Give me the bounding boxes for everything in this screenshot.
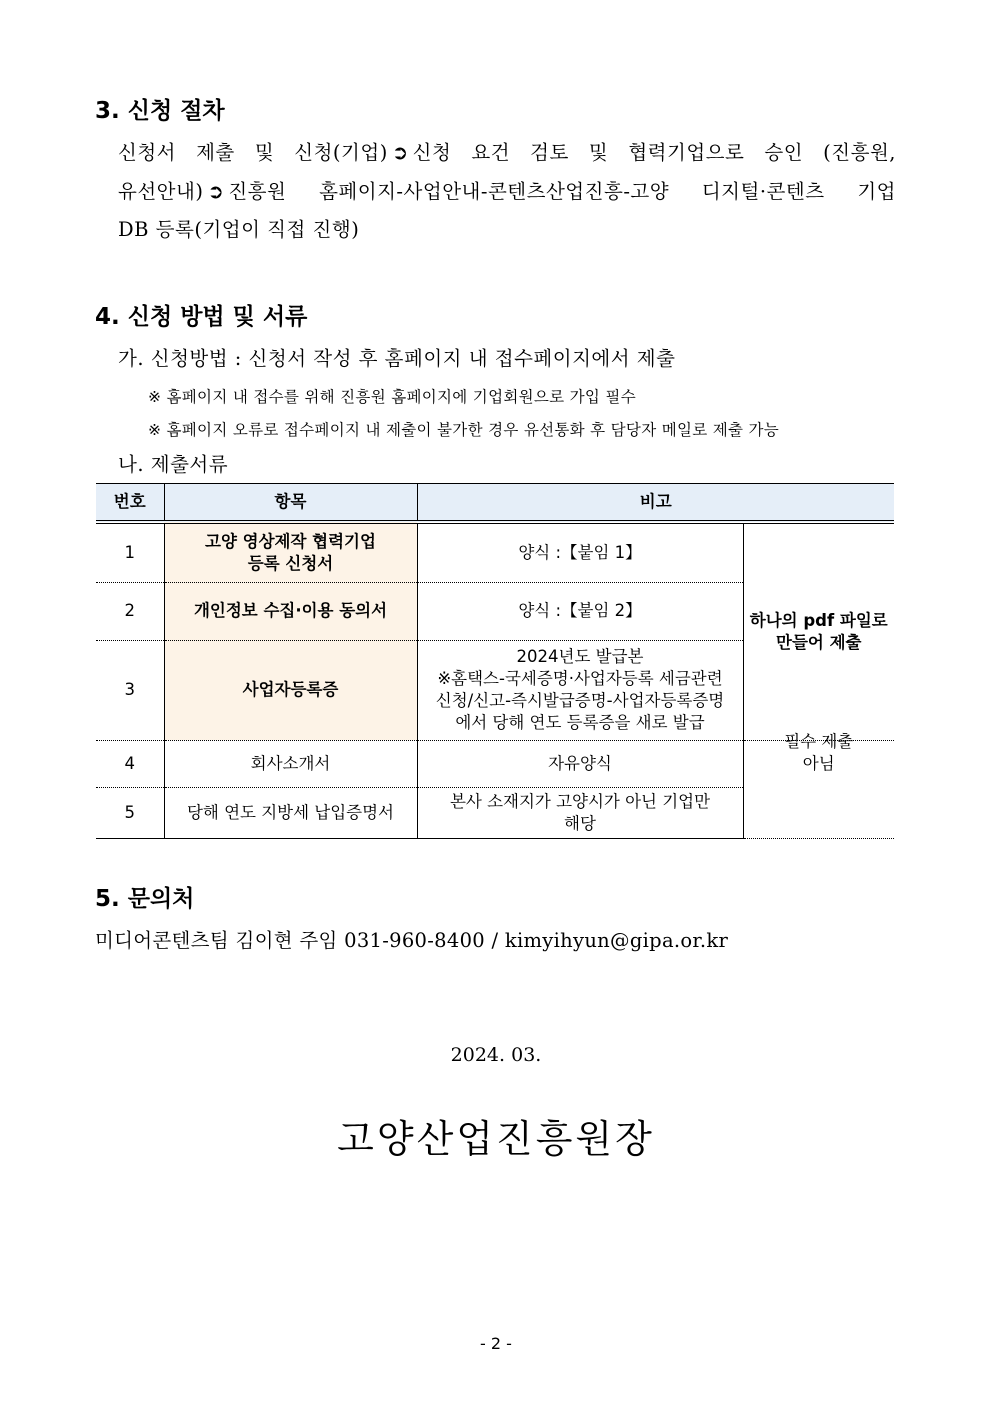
table-row: [96, 740, 894, 787]
procedure-step-notice: 유선안내): [118, 180, 204, 203]
section-4-heading: 4. 신청 방법 및 서류: [95, 304, 308, 330]
row-note-line: 해당: [564, 813, 596, 833]
row-note: [417, 640, 743, 740]
row-note: 자유양식: [417, 740, 743, 787]
row-note: 양식 :【붙임 1】: [417, 522, 743, 582]
table-row: [96, 522, 894, 582]
header-number: 번호: [96, 484, 164, 523]
row-item: 당해 연도 지방세 납입증명서: [164, 787, 417, 838]
row-item: 사업자등록증: [164, 640, 417, 740]
procedure-step-review: 신청 요건 검토 및 협력기업으로 승인 (진흥원,: [412, 141, 896, 164]
row-number: 4: [96, 740, 164, 787]
row-item: [164, 522, 417, 582]
note-email-submission: ※ 홈페이지 오류로 접수페이지 내 제출이 불가한 경우 유선통화 후 담당자 메일로 제출 가능: [148, 421, 780, 439]
optional-note-line: 필수 제출: [784, 731, 854, 751]
application-method: 가. 신청방법 : 신청서 작성 후 홈페이지 내 접수페이지에서 제출: [118, 347, 676, 370]
issuer-signature: 고양산업진흥원장: [337, 1117, 655, 1161]
procedure-line-2: [118, 176, 896, 204]
arrow-right-icon: ➲: [207, 180, 225, 203]
procedure-line-1: [118, 137, 896, 165]
procedure-line-3: DB 등록(기업이 직접 진행): [118, 218, 360, 241]
row-note-line: 신청/신고-즉시발급증명-사업자등록증명: [435, 691, 725, 710]
procedure-step-apply: 신청서 제출 및 신청(기업): [118, 141, 388, 164]
procedure-step-register: 진흥원 홈페이지-사업안내-콘텐츠산업진흥-고양 디지털·콘텐츠 기업: [228, 180, 896, 203]
row-number: 1: [96, 522, 164, 582]
row-number: 3: [96, 640, 164, 740]
row-item: 회사소개서: [164, 740, 417, 787]
row-note-line: 본사 소재지가 고양시가 아닌 기업만: [449, 791, 711, 811]
documents-table: [96, 483, 894, 839]
merged-pdf-note-line: 만들어 제출: [776, 632, 862, 652]
section-3-heading: 3. 신청 절차: [95, 98, 225, 124]
arrow-right-icon: ➲: [391, 141, 409, 164]
row-item-line: 고양 영상제작 협력기업: [205, 531, 376, 551]
page-number: - 2 -: [480, 1334, 512, 1353]
row-item: 개인정보 수집·이용 동의서: [164, 582, 417, 640]
table-header-row: [96, 484, 894, 523]
optional-note-line: 아님: [802, 753, 835, 773]
section-5-heading: 5. 문의처: [95, 886, 195, 912]
document-date: 2024. 03.: [450, 1044, 542, 1066]
merged-pdf-note: [743, 522, 894, 740]
row-note-line: ※홈택스-국세증명·사업자등록 세금관련: [437, 669, 723, 688]
row-number: 5: [96, 787, 164, 838]
merged-pdf-note-line: 하나의 pdf 파일로: [749, 610, 888, 630]
row-note: 양식 :【붙임 2】: [417, 582, 743, 640]
contact-info: 미디어콘텐츠팀 김이현 주임 031-960-8400 / kimyihyun@gipa.or.kr: [95, 929, 729, 952]
note-membership: ※ 홈페이지 내 접수를 위해 진흥원 홈페이지에 기업회원으로 가입 필수: [148, 388, 636, 406]
optional-note: [743, 731, 894, 838]
row-item-line: 등록 신청서: [247, 553, 334, 573]
row-note-line: 에서 당해 연도 등록증을 새로 발급: [455, 713, 705, 732]
header-item: 항목: [164, 484, 417, 523]
header-remarks: 비고: [417, 484, 894, 523]
row-number: 2: [96, 582, 164, 640]
row-note: [417, 787, 743, 838]
documents-label: 나. 제출서류: [118, 453, 229, 476]
row-note-line: 2024년도 발급본: [516, 647, 644, 666]
